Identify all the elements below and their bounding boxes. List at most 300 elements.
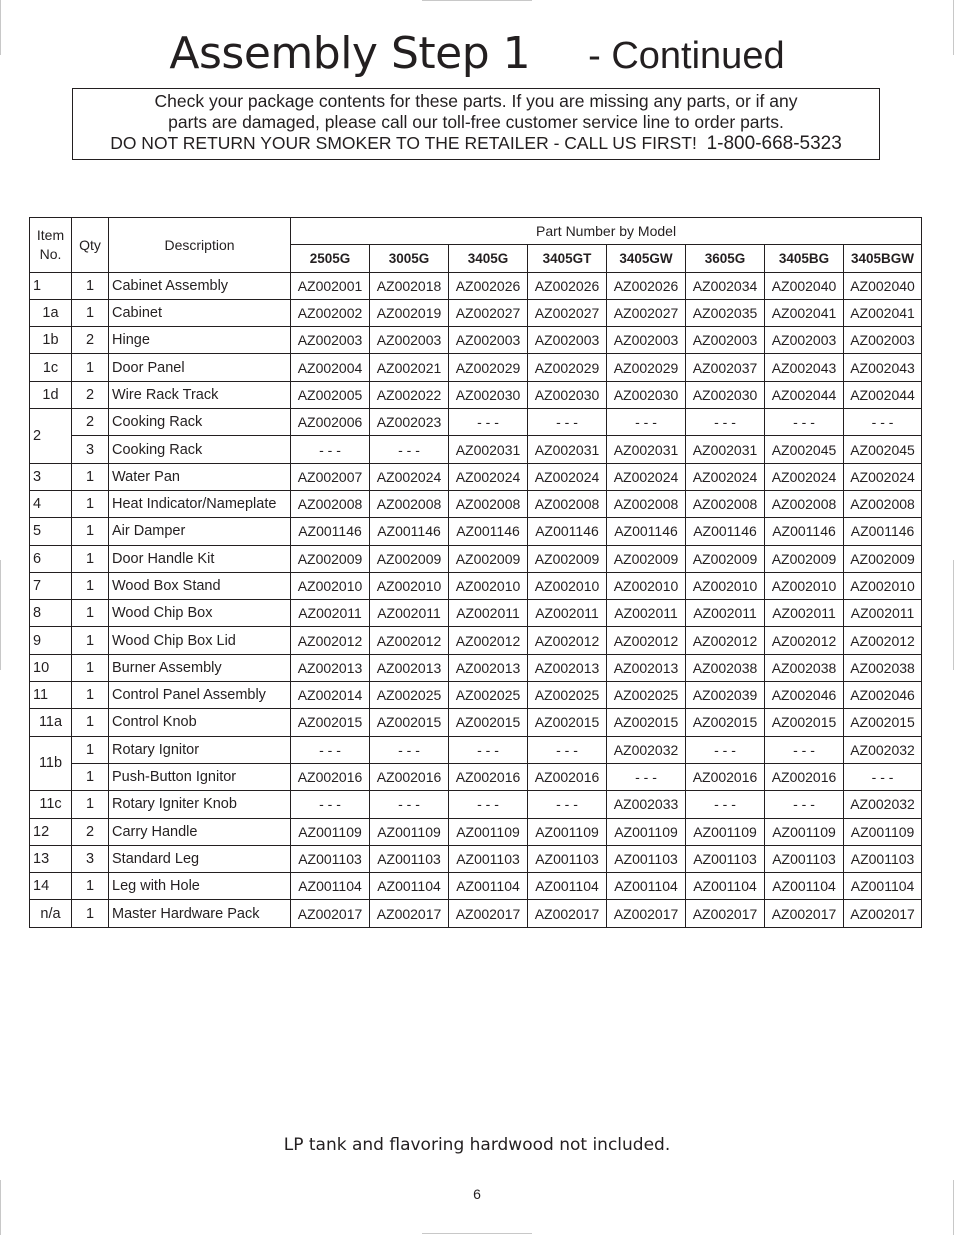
cell-part-number: AZ001109 xyxy=(370,818,449,845)
cell-part-number: AZ002012 xyxy=(844,627,922,654)
table-row xyxy=(30,627,922,654)
cell-part-number: AZ002030 xyxy=(607,381,686,408)
cell-part-number: AZ002011 xyxy=(765,600,844,627)
cell-part-number: AZ002011 xyxy=(370,600,449,627)
cell-part-number: AZ002040 xyxy=(844,272,922,299)
cell-part-number: AZ002031 xyxy=(449,436,528,463)
cell-part-number: AZ001146 xyxy=(449,518,528,545)
table-row xyxy=(30,272,922,299)
cell-description: Hinge xyxy=(109,327,291,354)
table-row xyxy=(30,600,922,627)
cell-part-number: AZ002003 xyxy=(528,327,607,354)
cell-part-number: - - - xyxy=(686,791,765,818)
cell-part-number: AZ002017 xyxy=(528,900,607,927)
cell-qty: 1 xyxy=(72,654,109,681)
cell-part-number: AZ001109 xyxy=(607,818,686,845)
cell-part-number: AZ001109 xyxy=(528,818,607,845)
cell-qty: 1 xyxy=(72,272,109,299)
cell-part-number: AZ002017 xyxy=(291,900,370,927)
cell-part-number: AZ002041 xyxy=(844,299,922,326)
cell-part-number: AZ002012 xyxy=(528,627,607,654)
cell-part-number: AZ002009 xyxy=(528,545,607,572)
cell-part-number: AZ002010 xyxy=(291,572,370,599)
cell-part-number: AZ002014 xyxy=(291,682,370,709)
cell-qty: 1 xyxy=(72,763,109,790)
cell-part-number: AZ002016 xyxy=(528,763,607,790)
cell-part-number: AZ002009 xyxy=(370,545,449,572)
page-number: 6 xyxy=(473,1186,481,1202)
cell-part-number: AZ001103 xyxy=(370,845,449,872)
cell-part-number: - - - xyxy=(449,409,528,436)
cell-part-number: AZ002008 xyxy=(765,490,844,517)
cell-part-number: AZ002034 xyxy=(686,272,765,299)
cell-part-number: AZ002040 xyxy=(765,272,844,299)
cell-part-number: AZ002003 xyxy=(686,327,765,354)
cell-part-number: AZ002017 xyxy=(844,900,922,927)
cell-item-no: 11b xyxy=(30,736,72,791)
cell-part-number: AZ001104 xyxy=(449,873,528,900)
header-description: Description xyxy=(109,218,291,273)
cell-part-number: AZ002010 xyxy=(607,572,686,599)
header-part-number-group: Part Number by Model xyxy=(291,218,922,245)
cell-part-number: AZ002039 xyxy=(686,682,765,709)
cell-part-number: AZ002004 xyxy=(291,354,370,381)
cell-part-number: AZ002009 xyxy=(449,545,528,572)
cell-part-number: AZ001109 xyxy=(449,818,528,845)
cell-part-number: AZ002010 xyxy=(765,572,844,599)
cell-part-number: AZ002043 xyxy=(844,354,922,381)
cell-part-number: AZ002008 xyxy=(686,490,765,517)
cell-part-number: AZ001103 xyxy=(765,845,844,872)
cell-qty: 1 xyxy=(72,490,109,517)
cell-part-number: AZ002024 xyxy=(844,463,922,490)
cell-part-number: AZ002024 xyxy=(607,463,686,490)
cell-part-number: AZ002015 xyxy=(449,709,528,736)
cell-part-number: AZ001104 xyxy=(291,873,370,900)
cell-part-number: AZ002033 xyxy=(607,791,686,818)
header-model: 3005G xyxy=(370,245,449,272)
cell-part-number: AZ002026 xyxy=(607,272,686,299)
table-row xyxy=(30,791,922,818)
cell-item-no: 11c xyxy=(30,791,72,818)
cell-part-number: AZ001104 xyxy=(528,873,607,900)
cell-part-number: AZ001104 xyxy=(370,873,449,900)
cell-part-number: AZ002011 xyxy=(528,600,607,627)
cell-description: Wood Box Stand xyxy=(109,572,291,599)
cell-part-number: AZ002001 xyxy=(291,272,370,299)
table-row xyxy=(30,682,922,709)
crop-mark xyxy=(422,1233,532,1234)
cell-qty: 1 xyxy=(72,545,109,572)
cell-part-number: AZ002015 xyxy=(686,709,765,736)
cell-part-number: AZ002025 xyxy=(607,682,686,709)
cell-part-number: - - - xyxy=(449,791,528,818)
cell-part-number: AZ002038 xyxy=(844,654,922,681)
cell-description: Rotary Igniter Knob xyxy=(109,791,291,818)
cell-part-number: AZ002015 xyxy=(607,709,686,736)
cell-item-no: 1b xyxy=(30,327,72,354)
cell-part-number: - - - xyxy=(607,763,686,790)
cell-part-number: AZ002045 xyxy=(765,436,844,463)
notice-warning: DO NOT RETURN YOUR SMOKER TO THE RETAILER - CALL US FIRST! xyxy=(110,133,697,153)
cell-part-number: AZ002009 xyxy=(844,545,922,572)
cell-part-number: AZ001146 xyxy=(844,518,922,545)
cell-description: Carry Handle xyxy=(109,818,291,845)
cell-part-number: AZ002031 xyxy=(528,436,607,463)
crop-mark xyxy=(422,0,532,1)
cell-qty: 2 xyxy=(72,818,109,845)
cell-part-number: AZ002032 xyxy=(844,736,922,763)
cell-description: Cabinet xyxy=(109,299,291,326)
cell-part-number: AZ001109 xyxy=(765,818,844,845)
cell-item-no: 6 xyxy=(30,545,72,572)
table-row xyxy=(30,709,922,736)
cell-part-number: AZ001103 xyxy=(686,845,765,872)
cell-part-number: AZ002027 xyxy=(528,299,607,326)
cell-item-no: 7 xyxy=(30,572,72,599)
cell-part-number: AZ002008 xyxy=(607,490,686,517)
table-row xyxy=(30,490,922,517)
cell-item-no: 9 xyxy=(30,627,72,654)
footnote: LP tank and flavoring hardwood not included. xyxy=(283,1135,671,1155)
cell-description: Cabinet Assembly xyxy=(109,272,291,299)
cell-part-number: AZ002031 xyxy=(686,436,765,463)
cell-part-number: AZ002016 xyxy=(449,763,528,790)
cell-part-number: AZ002015 xyxy=(765,709,844,736)
cell-part-number: - - - xyxy=(449,736,528,763)
cell-part-number: AZ002003 xyxy=(291,327,370,354)
cell-part-number: AZ002013 xyxy=(607,654,686,681)
cell-part-number: AZ002008 xyxy=(449,490,528,517)
cell-qty: 1 xyxy=(72,682,109,709)
cell-description: Control Knob xyxy=(109,709,291,736)
cell-part-number: AZ002012 xyxy=(765,627,844,654)
cell-part-number: AZ002007 xyxy=(291,463,370,490)
cell-part-number: - - - xyxy=(686,409,765,436)
cell-part-number: AZ002023 xyxy=(370,409,449,436)
cell-part-number: AZ001146 xyxy=(528,518,607,545)
cell-part-number: AZ001103 xyxy=(449,845,528,872)
page-title xyxy=(0,28,954,79)
cell-part-number: AZ002009 xyxy=(765,545,844,572)
cell-part-number: AZ002003 xyxy=(765,327,844,354)
cell-part-number: AZ002015 xyxy=(844,709,922,736)
table-row xyxy=(30,873,922,900)
cell-part-number: AZ002010 xyxy=(686,572,765,599)
cell-part-number: AZ001103 xyxy=(844,845,922,872)
table-row xyxy=(30,654,922,681)
cell-part-number: AZ001103 xyxy=(528,845,607,872)
header-model: 3405GT xyxy=(528,245,607,272)
cell-qty: 3 xyxy=(72,436,109,463)
cell-qty: 1 xyxy=(72,791,109,818)
cell-part-number: AZ002022 xyxy=(370,381,449,408)
cell-part-number: AZ002032 xyxy=(607,736,686,763)
cell-description: Cooking Rack xyxy=(109,436,291,463)
header-model: 2505G xyxy=(291,245,370,272)
table-row xyxy=(30,818,922,845)
cell-part-number: AZ002003 xyxy=(607,327,686,354)
cell-part-number: AZ002029 xyxy=(449,354,528,381)
cell-part-number: AZ002005 xyxy=(291,381,370,408)
cell-part-number: AZ002010 xyxy=(370,572,449,599)
cell-part-number: AZ001104 xyxy=(844,873,922,900)
cell-item-no: 12 xyxy=(30,818,72,845)
cell-part-number: AZ001109 xyxy=(844,818,922,845)
cell-part-number: AZ001109 xyxy=(291,818,370,845)
cell-part-number: - - - xyxy=(528,791,607,818)
header-model: 3605G xyxy=(686,245,765,272)
cell-item-no: 1a xyxy=(30,299,72,326)
cell-description: Cooking Rack xyxy=(109,409,291,436)
cell-part-number: AZ002016 xyxy=(765,763,844,790)
table-row xyxy=(30,327,922,354)
cell-part-number: AZ002027 xyxy=(449,299,528,326)
cell-part-number: - - - xyxy=(844,409,922,436)
cell-part-number: AZ002011 xyxy=(291,600,370,627)
table-row xyxy=(30,518,922,545)
cell-part-number: AZ002017 xyxy=(449,900,528,927)
cell-item-no: 1d xyxy=(30,381,72,408)
cell-part-number: - - - xyxy=(765,409,844,436)
cell-qty: 1 xyxy=(72,600,109,627)
cell-part-number: AZ002010 xyxy=(449,572,528,599)
cell-qty: 1 xyxy=(72,736,109,763)
cell-part-number: AZ002045 xyxy=(844,436,922,463)
cell-part-number: AZ002027 xyxy=(607,299,686,326)
table-row xyxy=(30,763,922,790)
cell-part-number: - - - xyxy=(528,736,607,763)
cell-part-number: AZ002012 xyxy=(449,627,528,654)
cell-description: Wood Chip Box xyxy=(109,600,291,627)
cell-part-number: AZ002046 xyxy=(844,682,922,709)
cell-part-number: AZ002017 xyxy=(370,900,449,927)
cell-part-number: - - - xyxy=(765,791,844,818)
cell-item-no: 5 xyxy=(30,518,72,545)
cell-description: Rotary Ignitor xyxy=(109,736,291,763)
cell-qty: 3 xyxy=(72,845,109,872)
cell-part-number: AZ002030 xyxy=(528,381,607,408)
cell-qty: 1 xyxy=(72,873,109,900)
cell-part-number: AZ002016 xyxy=(291,763,370,790)
cell-part-number: AZ002041 xyxy=(765,299,844,326)
header-model: 3405BGW xyxy=(844,245,922,272)
cell-part-number: AZ002024 xyxy=(449,463,528,490)
cell-description: Door Panel xyxy=(109,354,291,381)
cell-part-number: - - - xyxy=(291,436,370,463)
cell-part-number: AZ001146 xyxy=(370,518,449,545)
cell-part-number: AZ002043 xyxy=(765,354,844,381)
cell-item-no: 13 xyxy=(30,845,72,872)
cell-qty: 1 xyxy=(72,709,109,736)
cell-part-number: AZ002012 xyxy=(607,627,686,654)
cell-qty: 1 xyxy=(72,572,109,599)
cell-part-number: AZ002008 xyxy=(370,490,449,517)
cell-description: Water Pan xyxy=(109,463,291,490)
cell-part-number: AZ002026 xyxy=(449,272,528,299)
cell-part-number: - - - xyxy=(686,736,765,763)
cell-part-number: AZ002011 xyxy=(607,600,686,627)
cell-part-number: AZ001104 xyxy=(686,873,765,900)
cell-part-number: AZ001146 xyxy=(607,518,686,545)
table-row xyxy=(30,736,922,763)
cell-qty: 1 xyxy=(72,354,109,381)
cell-part-number: AZ002011 xyxy=(449,600,528,627)
cell-part-number: AZ002017 xyxy=(765,900,844,927)
cell-part-number: AZ002029 xyxy=(607,354,686,381)
cell-part-number: AZ002018 xyxy=(370,272,449,299)
header-item-no: Item No. xyxy=(30,218,72,273)
cell-part-number: - - - xyxy=(765,736,844,763)
cell-part-number: AZ002017 xyxy=(686,900,765,927)
crop-mark xyxy=(0,560,1,670)
cell-description: Air Damper xyxy=(109,518,291,545)
cell-part-number: - - - xyxy=(291,736,370,763)
cell-item-no: 8 xyxy=(30,600,72,627)
cell-item-no: 10 xyxy=(30,654,72,681)
cell-part-number: AZ002011 xyxy=(686,600,765,627)
notice-box xyxy=(72,88,880,160)
cell-qty: 2 xyxy=(72,409,109,436)
cell-qty: 1 xyxy=(72,518,109,545)
table-row xyxy=(30,381,922,408)
cell-item-no: 11a xyxy=(30,709,72,736)
cell-part-number: AZ002010 xyxy=(844,572,922,599)
cell-part-number: AZ002031 xyxy=(607,436,686,463)
cell-item-no: 1 xyxy=(30,272,72,299)
cell-part-number: AZ002008 xyxy=(844,490,922,517)
notice-line-3 xyxy=(73,133,879,154)
cell-part-number: AZ002015 xyxy=(291,709,370,736)
table-row xyxy=(30,436,922,463)
cell-part-number: AZ002032 xyxy=(844,791,922,818)
table-row xyxy=(30,299,922,326)
cell-part-number: AZ002024 xyxy=(370,463,449,490)
cell-part-number: - - - xyxy=(291,791,370,818)
notice-line-2: parts are damaged, please call our toll-free customer service line to order parts. xyxy=(168,112,784,132)
title-subtitle: - Continued xyxy=(588,35,785,77)
cell-description: Leg with Hole xyxy=(109,873,291,900)
cell-part-number: - - - xyxy=(844,763,922,790)
table-row xyxy=(30,545,922,572)
cell-part-number: AZ002013 xyxy=(291,654,370,681)
header-model: 3405GW xyxy=(607,245,686,272)
cell-description: Push-Button Ignitor xyxy=(109,763,291,790)
cell-qty: 1 xyxy=(72,900,109,927)
cell-part-number: AZ002003 xyxy=(844,327,922,354)
cell-part-number: - - - xyxy=(370,736,449,763)
notice-line-1: Check your package contents for these parts. If you are missing any parts, or if any xyxy=(154,91,798,111)
cell-part-number: AZ001104 xyxy=(765,873,844,900)
cell-part-number: AZ002003 xyxy=(449,327,528,354)
cell-description: Wire Rack Track xyxy=(109,381,291,408)
cell-part-number: AZ002029 xyxy=(528,354,607,381)
cell-part-number: AZ002002 xyxy=(291,299,370,326)
cell-part-number: AZ001103 xyxy=(607,845,686,872)
cell-part-number: AZ002012 xyxy=(686,627,765,654)
cell-item-no: 2 xyxy=(30,409,72,464)
cell-part-number: - - - xyxy=(370,436,449,463)
cell-part-number: AZ002013 xyxy=(449,654,528,681)
header-model: 3405BG xyxy=(765,245,844,272)
cell-qty: 1 xyxy=(72,299,109,326)
cell-part-number: AZ002009 xyxy=(686,545,765,572)
cell-part-number: AZ002044 xyxy=(765,381,844,408)
cell-description: Standard Leg xyxy=(109,845,291,872)
cell-item-no: 11 xyxy=(30,682,72,709)
cell-part-number: - - - xyxy=(370,791,449,818)
cell-qty: 2 xyxy=(72,381,109,408)
cell-description: Wood Chip Box Lid xyxy=(109,627,291,654)
cell-part-number: AZ002008 xyxy=(291,490,370,517)
title-main: Assembly Step 1 xyxy=(169,28,531,79)
table-row xyxy=(30,845,922,872)
cell-part-number: AZ002013 xyxy=(528,654,607,681)
header-qty: Qty xyxy=(72,218,109,273)
cell-part-number: AZ002030 xyxy=(686,381,765,408)
table-row xyxy=(30,354,922,381)
cell-part-number: AZ002044 xyxy=(844,381,922,408)
cell-part-number: AZ001146 xyxy=(291,518,370,545)
cell-part-number: AZ002009 xyxy=(607,545,686,572)
cell-part-number: AZ002015 xyxy=(370,709,449,736)
header-model: 3405G xyxy=(449,245,528,272)
cell-qty: 1 xyxy=(72,463,109,490)
cell-part-number: AZ002006 xyxy=(291,409,370,436)
table-row xyxy=(30,572,922,599)
cell-part-number: AZ002024 xyxy=(686,463,765,490)
cell-part-number: AZ001146 xyxy=(686,518,765,545)
cell-part-number: AZ002021 xyxy=(370,354,449,381)
cell-part-number: AZ002012 xyxy=(370,627,449,654)
cell-part-number: AZ002025 xyxy=(449,682,528,709)
cell-item-no: 4 xyxy=(30,490,72,517)
cell-part-number: - - - xyxy=(607,409,686,436)
cell-part-number: AZ002030 xyxy=(449,381,528,408)
cell-part-number: AZ002037 xyxy=(686,354,765,381)
table-row xyxy=(30,409,922,436)
cell-part-number: AZ002011 xyxy=(844,600,922,627)
cell-item-no: 14 xyxy=(30,873,72,900)
cell-part-number: AZ002038 xyxy=(765,654,844,681)
cell-part-number: AZ002012 xyxy=(291,627,370,654)
table-row xyxy=(30,900,922,927)
cell-part-number: AZ002035 xyxy=(686,299,765,326)
cell-part-number: AZ002013 xyxy=(370,654,449,681)
cell-part-number: AZ002016 xyxy=(370,763,449,790)
cell-part-number: AZ001146 xyxy=(765,518,844,545)
cell-description: Door Handle Kit xyxy=(109,545,291,572)
cell-part-number: AZ002008 xyxy=(528,490,607,517)
cell-part-number: AZ002009 xyxy=(291,545,370,572)
cell-description: Burner Assembly xyxy=(109,654,291,681)
cell-part-number: AZ001109 xyxy=(686,818,765,845)
table-row xyxy=(30,463,922,490)
cell-part-number: AZ002016 xyxy=(686,763,765,790)
cell-part-number: AZ002024 xyxy=(528,463,607,490)
parts-table xyxy=(29,217,922,928)
cell-part-number: AZ001103 xyxy=(291,845,370,872)
cell-qty: 1 xyxy=(72,627,109,654)
cell-part-number: AZ002017 xyxy=(607,900,686,927)
cell-item-no: 1c xyxy=(30,354,72,381)
cell-part-number: AZ002038 xyxy=(686,654,765,681)
cell-item-no: n/a xyxy=(30,900,72,927)
cell-part-number: AZ002019 xyxy=(370,299,449,326)
cell-part-number: AZ002025 xyxy=(528,682,607,709)
cell-part-number: - - - xyxy=(528,409,607,436)
cell-part-number: AZ002026 xyxy=(528,272,607,299)
